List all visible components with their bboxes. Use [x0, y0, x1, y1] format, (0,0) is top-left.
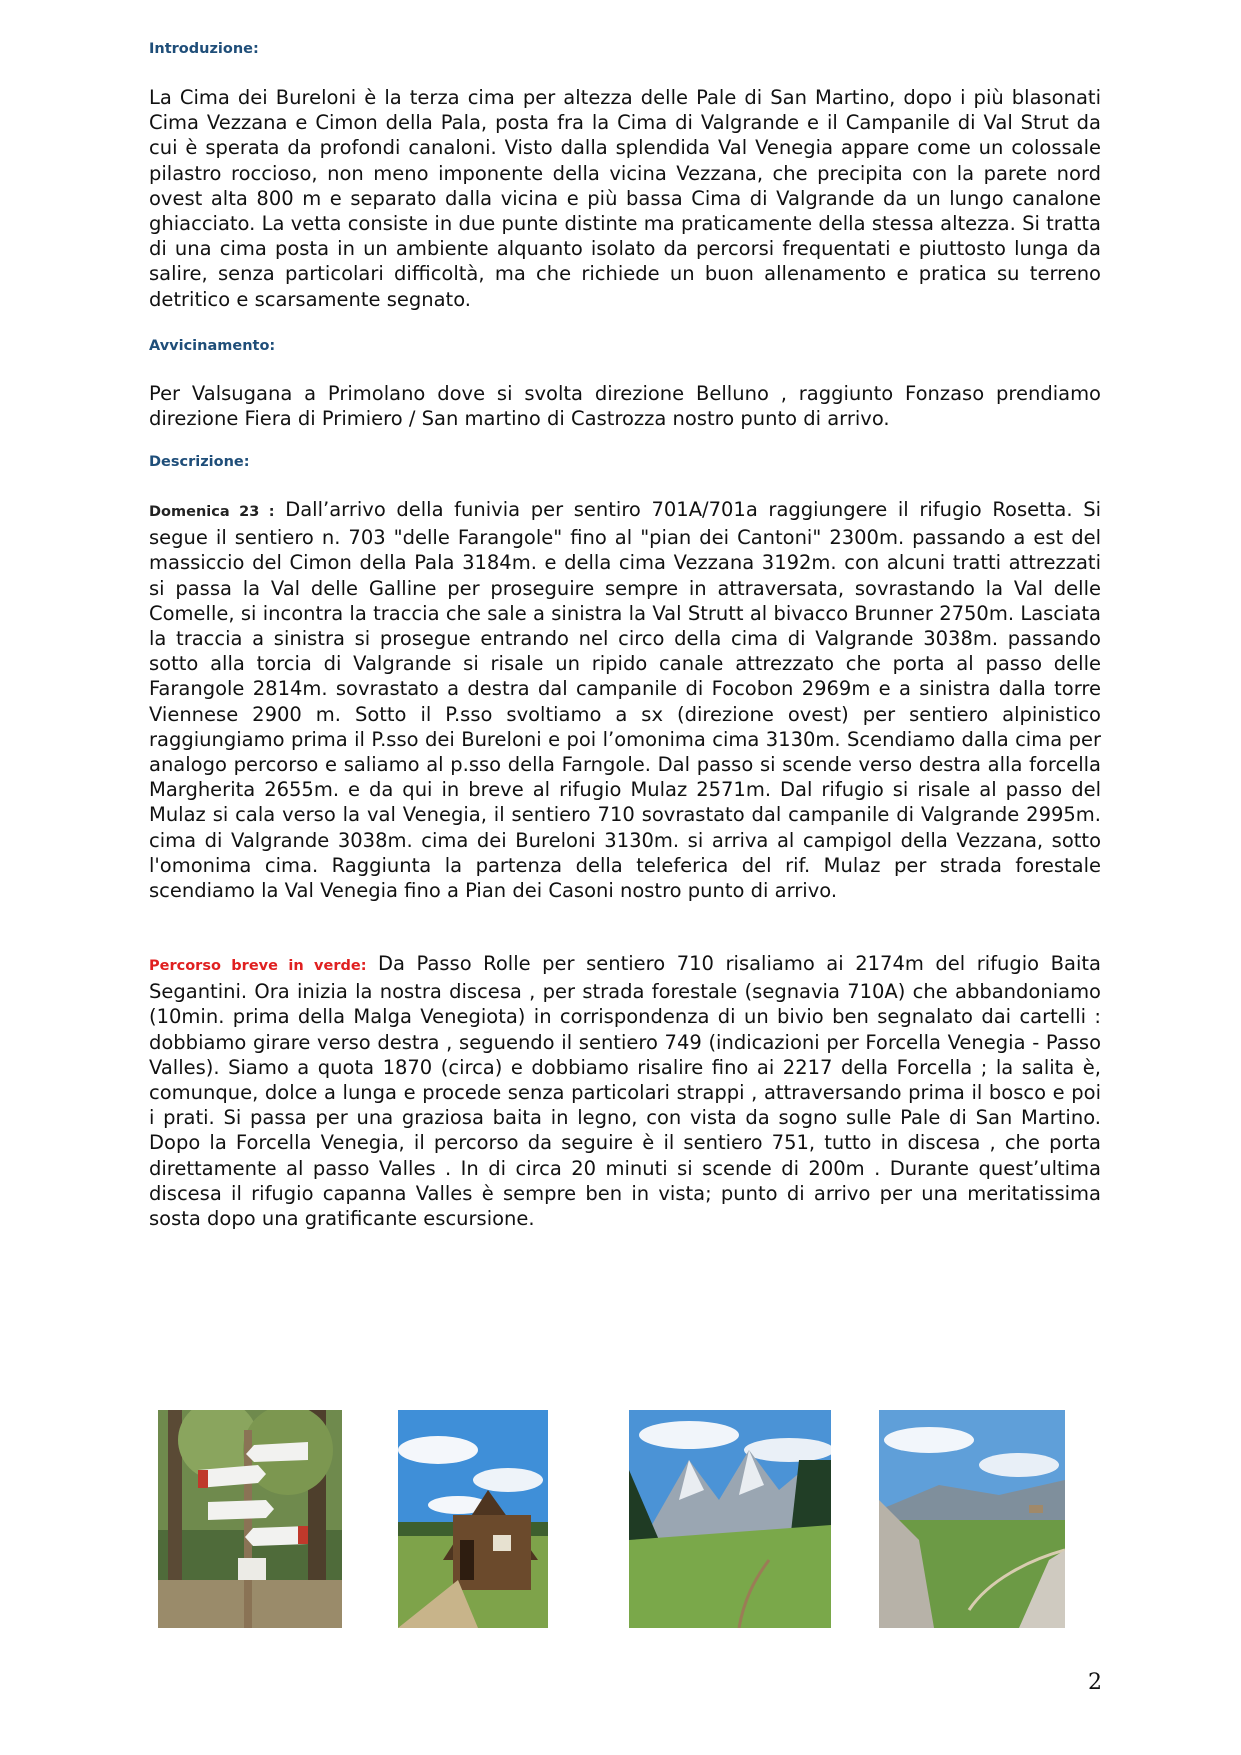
description-text: Dall’arrivo della funivia per sentiro 701A/701a raggiungere il rifugio Rosetta. Si segue il sentiero n. 703 "delle Farangole" fino al "pian dei Cantoni" 2300m. passando a est del massiccio del Cimon della Pala 3184m. e della cima Vezzana 3192m. con alcuni tratti attrezzati si passa la Val delle Galline per proseguire sempre in attraversata, sovrastando la Val delle Comelle, si incontra la traccia che sale a sinistra la Val Strutt al bivacco Brunner 2750m. Lasciata la traccia a sinistra si prosegue entrando nel circo della cima di Valgrande 3038m. passando sotto alla torcia di Valgrande si risale un ripido canale attrezzato che porta al passo delle Farangole 2814m. sovrastato a destra dal campanile di Focobon 2969m e a sinistra dalla torre Viennese 2900 m. Sotto il P.sso svoltiamo a sx (direzione ovest) per sentiero alpinistico raggiungiamo prima il P.sso dei Bureloni e poi l’omonima cima 3130m. Scendiamo dalla cima per analogo percorso e saliamo al p.sso della Farngole. Dal passo si scende verso destra alla forcella Margherita 2655m. e da qui in breve al rifugio Mulaz 2571m. Dal rifugio si risale al passo del Mulaz si cala verso la val Venegia, il sentiero 710 sovrastato dal campanile di Valgrande 2995m. cima di Valgrande 3038m. cima dei Bureloni 3130m. si arriva al campigol della Vezzana, sotto l'omonima cima. Raggiunta la partenza della teleferica del rif. Mulaz per strada forestale scendiamo la Val Venegia fino a Pian dei Casoni nostro punto di arrivo.: [149, 498, 1102, 903]
intro-heading: Introduzione:: [149, 41, 259, 57]
approach-heading: Avvicinamento:: [149, 338, 276, 354]
photo-wooden-hut: [398, 1410, 548, 1628]
description-paragraph: [149, 497, 1101, 903]
photo-mountain-meadow: [629, 1410, 831, 1628]
short-route-paragraph: [149, 951, 1101, 1231]
page-number: 2: [1088, 1670, 1102, 1695]
photo-trail-signpost: [158, 1410, 342, 1628]
description-heading: Descrizione:: [149, 454, 250, 470]
approach-paragraph: Per Valsugana a Primolano dove si svolta direzione Belluno , raggiunto Fonzaso prendiamo direzione Fiera di Primiero / San martino di Castrozza nostro punto di arrivo.: [149, 382, 1101, 431]
intro-paragraph: La Cima dei Bureloni è la terza cima per altezza delle Pale di San Martino, dopo i più blasonati Cima Vezzana e Cimon della Pala, posta fra la Cima di Valgrande e il Campanile di Val Strut da cui è sperata da profondi canaloni. Visto dalla splendida Val Venegia appare come un colossale pilastro roccioso, non meno imponente della vicina Vezzana, che precipita con la parete nord ovest alta 800 m e separato dalla vicina e più bassa Cima di Valgrande da un lungo canalone ghiacciato. La vetta consiste in due punte distinte ma praticamente della stessa altezza. Si tratta di una cima posta in un ambiente alquanto isolato da percorsi frequentati e piuttosto lunga da salire, senza particolari difficoltà, ma che richiede un buon allenamento e pratica su terreno detritico e scarsamente segnato.: [149, 86, 1101, 311]
short-route-label: Percorso breve in verde:: [149, 958, 367, 974]
photo-valley-view: [879, 1410, 1065, 1628]
description-day-label: Domenica 23 :: [149, 504, 275, 520]
short-route-text: Da Passo Rolle per sentiero 710 risaliamo ai 2174m del rifugio Baita Segantini. Ora inizia la nostra discesa , per strada forestale (segnavia 710A) che abbandoniamo (10min. prima della Malga Venegiota) in corrispondenza di un bivio ben segnalato dai cartelli : dobbiamo girare verso destra , seguendo il sentiero 749 (indicazioni per Forcella Venegia - Passo Valles). Siamo a quota 1870 (circa) e dobbiamo risalire fino ai 2217 della Forcella ; la salita è, comunque, dolce a lunga e procede senza particolari strappi , attraversando prima il bosco e poi i prati. Si passa per una graziosa baita in legno, con vista da sogno sulle Pale di San Martino. Dopo la Forcella Venegia, il percorso da seguire è il sentiero 751, tutto in discesa , che porta direttamente al passo Valles . In di circa 20 minuti si scende di 200m . Durante quest’ultima discesa il rifugio capanna Valles è sempre ben in vista; punto di arrivo per una meritatissima sosta dopo una gratificante escursione.: [149, 952, 1101, 1231]
